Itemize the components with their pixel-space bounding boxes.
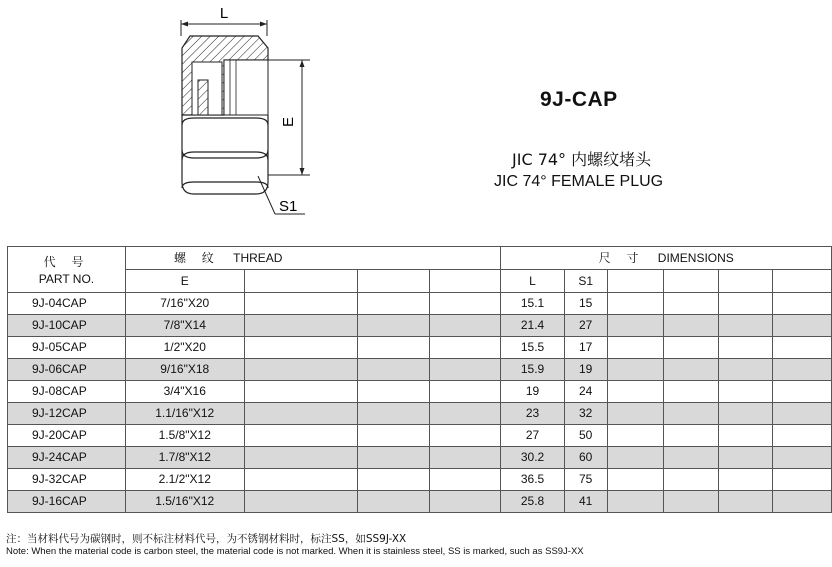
cell-empty	[244, 359, 358, 381]
cell-dim-l: 15.1	[501, 293, 564, 315]
header-col-E: E	[125, 270, 244, 293]
cell-dim-s1: 50	[564, 425, 607, 447]
header-thread	[125, 247, 500, 270]
cell-empty	[773, 469, 832, 491]
header-empty	[663, 270, 719, 293]
cell-empty	[429, 447, 501, 469]
cell-empty	[244, 447, 358, 469]
cell-empty	[719, 337, 773, 359]
cell-thread-e: 1.7/8"X12	[125, 447, 244, 469]
header-empty	[607, 270, 663, 293]
cell-thread-e: 1/2"X20	[125, 337, 244, 359]
cell-empty	[429, 425, 501, 447]
label-E: E	[280, 116, 297, 128]
cell-empty	[244, 381, 358, 403]
cell-part-no: 9J-24CAP	[8, 447, 126, 469]
cell-empty	[773, 359, 832, 381]
cell-empty	[719, 491, 773, 513]
cell-empty	[719, 403, 773, 425]
cell-dim-l: 15.9	[501, 359, 564, 381]
table-row	[8, 381, 832, 403]
cell-dim-l: 25.8	[501, 491, 564, 513]
cell-empty	[244, 403, 358, 425]
cell-empty	[358, 315, 430, 337]
note-cn: 注：当材料代号为碳钢时，则不标注材料代号，为不锈钢材料时，标注SS，如SS9J-XX	[6, 533, 407, 545]
cell-empty	[773, 425, 832, 447]
table-row	[8, 469, 832, 491]
cell-empty	[663, 491, 719, 513]
cell-dim-s1: 32	[564, 403, 607, 425]
cell-empty	[244, 469, 358, 491]
header-empty	[719, 270, 773, 293]
cell-empty	[663, 469, 719, 491]
cell-empty	[773, 447, 832, 469]
cell-thread-e: 1.5/8"X12	[125, 425, 244, 447]
header-col-S1: S1	[564, 270, 607, 293]
cell-thread-e: 2.1/2"X12	[125, 469, 244, 491]
cell-dim-s1: 24	[564, 381, 607, 403]
cell-empty	[607, 337, 663, 359]
cell-empty	[358, 337, 430, 359]
cell-dim-s1: 41	[564, 491, 607, 513]
cell-empty	[663, 381, 719, 403]
cell-empty	[773, 491, 832, 513]
header-part-no-cn: 代 号	[43, 254, 90, 269]
cell-dim-s1: 17	[564, 337, 607, 359]
cell-empty	[358, 491, 430, 513]
cell-empty	[663, 337, 719, 359]
cell-thread-e: 1.5/16"X12	[125, 491, 244, 513]
cell-dim-s1: 75	[564, 469, 607, 491]
cell-empty	[773, 293, 832, 315]
cell-dim-l: 15.5	[501, 337, 564, 359]
header-empty	[773, 270, 832, 293]
cell-empty	[663, 425, 719, 447]
header-empty	[244, 270, 358, 293]
table-row	[8, 337, 832, 359]
cell-dim-l: 36.5	[501, 469, 564, 491]
cap-section-view	[182, 36, 268, 115]
cell-empty	[358, 447, 430, 469]
cell-part-no: 9J-06CAP	[8, 359, 126, 381]
cell-empty	[607, 293, 663, 315]
cell-empty	[607, 359, 663, 381]
cap-technical-drawing	[0, 0, 832, 240]
cell-thread-e: 1.1/16"X12	[125, 403, 244, 425]
header-col-L: L	[501, 270, 564, 293]
cell-empty	[429, 403, 501, 425]
cell-empty	[429, 381, 501, 403]
cell-empty	[663, 359, 719, 381]
header-part-no	[8, 247, 126, 293]
product-title: 9J-CAP	[540, 88, 618, 111]
cell-thread-e: 9/16"X18	[125, 359, 244, 381]
cell-empty	[607, 469, 663, 491]
table-row	[8, 403, 832, 425]
note-en: Note: When the material code is carbon steel, the material code is not marked. When it is stainless steel, SS is marked, such as SS9J-XX	[6, 546, 584, 557]
label-S1: S1	[279, 198, 298, 215]
cell-empty	[358, 403, 430, 425]
cell-empty	[719, 293, 773, 315]
header-dims-en: DIMENSIONS	[657, 251, 734, 265]
cell-part-no: 9J-32CAP	[8, 469, 126, 491]
cell-empty	[429, 315, 501, 337]
cell-dim-s1: 27	[564, 315, 607, 337]
dimension-S1	[258, 176, 305, 215]
label-L: L	[219, 5, 229, 22]
header-dims-cn: 尺 寸	[598, 251, 645, 265]
cell-empty	[663, 403, 719, 425]
cell-empty	[663, 315, 719, 337]
cell-thread-e: 3/4"X16	[125, 381, 244, 403]
cell-empty	[607, 491, 663, 513]
cell-empty	[429, 491, 501, 513]
table-row	[8, 447, 832, 469]
cell-empty	[607, 403, 663, 425]
cell-dim-l: 23	[501, 403, 564, 425]
cell-empty	[719, 425, 773, 447]
cell-empty	[358, 293, 430, 315]
header-thread-cn: 螺 纹	[173, 251, 220, 265]
product-subtitle-en: JIC 74° FEMALE PLUG	[494, 173, 664, 190]
header-empty	[429, 270, 501, 293]
table-row	[8, 425, 832, 447]
cell-part-no: 9J-12CAP	[8, 403, 126, 425]
cell-empty	[244, 491, 358, 513]
cell-dim-s1: 19	[564, 359, 607, 381]
cell-empty	[358, 469, 430, 491]
cell-empty	[607, 425, 663, 447]
dimension-E	[268, 60, 310, 175]
cap-hex-outline	[182, 115, 268, 194]
cell-empty	[773, 403, 832, 425]
header-thread-en: THREAD	[233, 251, 283, 265]
cell-empty	[719, 359, 773, 381]
cell-dim-s1: 15	[564, 293, 607, 315]
table-row	[8, 359, 832, 381]
cell-part-no: 9J-08CAP	[8, 381, 126, 403]
cell-dim-s1: 60	[564, 447, 607, 469]
cell-empty	[358, 359, 430, 381]
cell-empty	[773, 381, 832, 403]
cell-empty	[607, 381, 663, 403]
table-row	[8, 315, 832, 337]
header-part-no-en: PART NO.	[38, 271, 95, 286]
specification-table	[7, 246, 832, 513]
cell-empty	[429, 337, 501, 359]
cell-dim-l: 27	[501, 425, 564, 447]
cell-empty	[607, 447, 663, 469]
cell-part-no: 9J-20CAP	[8, 425, 126, 447]
product-subtitle-cn: JIC 74° 内螺纹堵头	[512, 150, 652, 169]
cell-thread-e: 7/16"X20	[125, 293, 244, 315]
cell-part-no: 9J-10CAP	[8, 315, 126, 337]
cell-empty	[244, 337, 358, 359]
cell-empty	[244, 315, 358, 337]
cell-empty	[773, 315, 832, 337]
table-header-row	[8, 247, 832, 270]
header-dimensions	[501, 247, 832, 270]
cell-part-no: 9J-16CAP	[8, 491, 126, 513]
cell-empty	[773, 337, 832, 359]
cell-empty	[244, 293, 358, 315]
cell-part-no: 9J-04CAP	[8, 293, 126, 315]
header-empty	[358, 270, 430, 293]
cell-empty	[607, 315, 663, 337]
cell-empty	[719, 469, 773, 491]
cell-dim-l: 30.2	[501, 447, 564, 469]
cell-dim-l: 19	[501, 381, 564, 403]
cell-thread-e: 7/8"X14	[125, 315, 244, 337]
cell-empty	[358, 425, 430, 447]
cell-part-no: 9J-05CAP	[8, 337, 126, 359]
dimension-L	[181, 5, 267, 36]
table-subheader-row	[8, 270, 832, 293]
cell-empty	[429, 359, 501, 381]
cell-empty	[244, 425, 358, 447]
cell-dim-l: 21.4	[501, 315, 564, 337]
cell-empty	[719, 315, 773, 337]
cell-empty	[663, 293, 719, 315]
cell-empty	[719, 381, 773, 403]
table-row	[8, 491, 832, 513]
cell-empty	[719, 447, 773, 469]
cell-empty	[358, 381, 430, 403]
cell-empty	[429, 469, 501, 491]
table-row	[8, 293, 832, 315]
cell-empty	[429, 293, 501, 315]
cell-empty	[663, 447, 719, 469]
